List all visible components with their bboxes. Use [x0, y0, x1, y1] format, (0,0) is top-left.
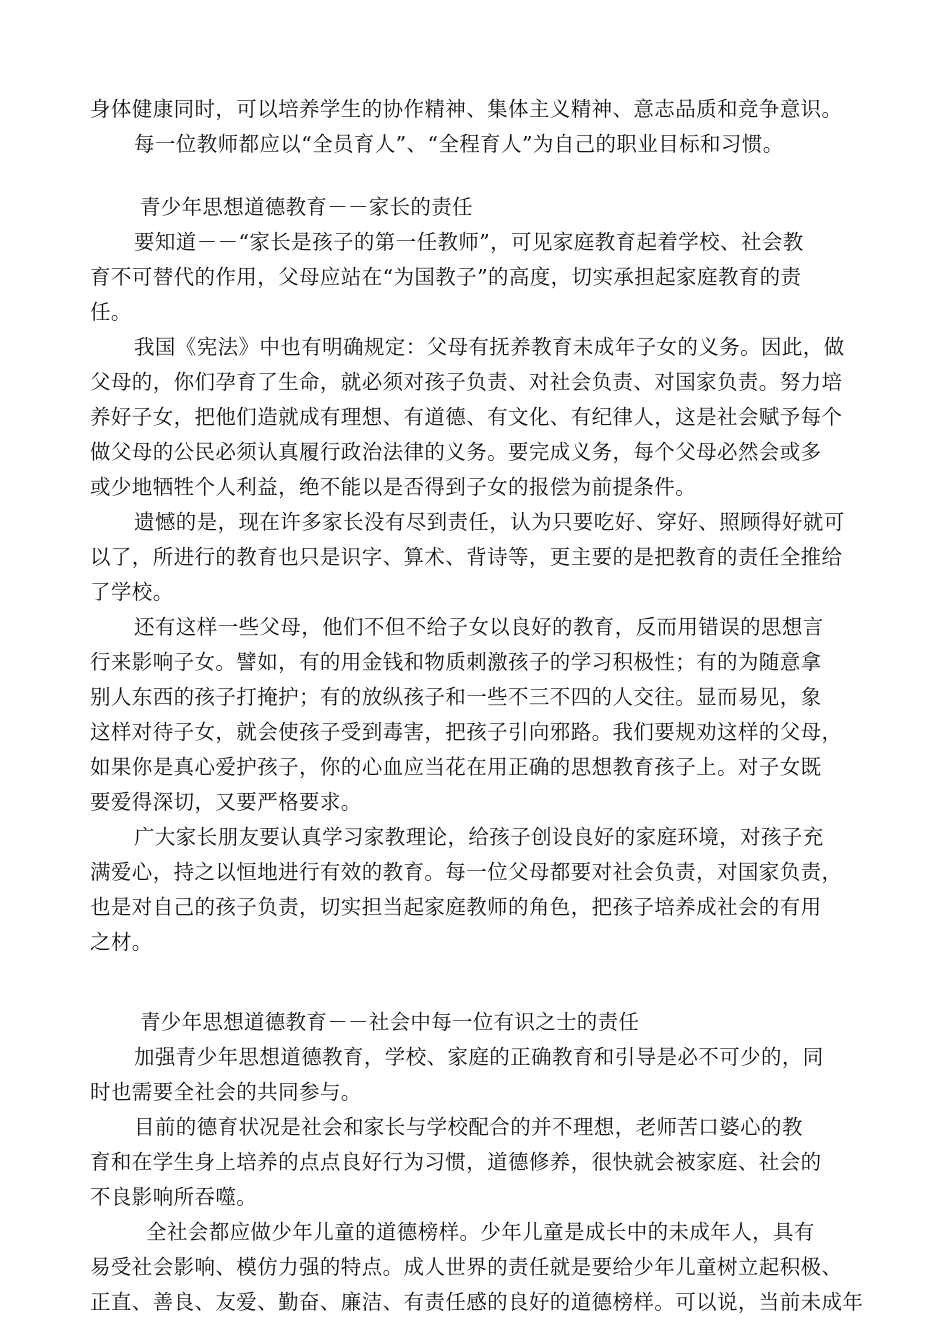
paragraph-line: 正直、善良、友爱、勤奋、廉洁、有责任感的良好的道德榜样。可以说，当前未成年	[90, 1290, 864, 1314]
paragraph-line: 易受社会影响、模仿力强的特点。成人世界的责任就是要给少年儿童树立起积极、	[90, 1255, 843, 1279]
section-heading-parents: 青少年思想道德教育－－家长的责任	[140, 195, 473, 219]
section-heading-society: 青少年思想道德教育－－社会中每一位有识之士的责任	[140, 1010, 640, 1034]
paragraph-line: 广大家长朋友要认真学习家教理论，给孩子创设良好的家庭环境，对孩子充	[134, 825, 824, 849]
paragraph-line: 任。	[90, 300, 132, 324]
paragraph-line: 父母的，你们孕育了生命，就必须对孩子负责、对社会负责、对国家负责。努力培	[90, 370, 843, 394]
paragraph-line: 行来影响子女。譬如，有的用金钱和物质刺激孩子的学习积极性；有的为随意拿	[90, 650, 822, 674]
intro-line: 每一位教师都应以“全员育人”、“全程育人”为自己的职业目标和习惯。	[134, 132, 784, 156]
paragraph-line: 做父母的公民必须认真履行政治法律的义务。要完成义务，每个父母必然会或多	[90, 440, 822, 464]
paragraph-line: 了学校。	[90, 580, 174, 604]
paragraph-line: 遗憾的是，现在许多家长没有尽到责任，认为只要吃好、穿好、照顾得好就可	[134, 510, 845, 534]
paragraph-line: 育不可替代的作用，父母应站在“为国教子”的高度，切实承担起家庭教育的责	[90, 265, 802, 289]
paragraph-line: 要知道－－“家长是孩子的第一任教师”，可见家庭教育起着学校、社会教	[134, 230, 804, 254]
paragraph-line: 不良影响所吞噬。	[90, 1185, 258, 1209]
paragraph-line: 以了，所进行的教育也只是识字、算术、背诗等，更主要的是把教育的责任全推给	[90, 545, 843, 569]
paragraph-line: 这样对待子女，就会使孩子受到毒害，把孩子引向邪路。我们要规劝这样的父母，	[90, 720, 843, 744]
paragraph-line: 养好子女，把他们造就成有理想、有道德、有文化、有纪律人，这是社会赋予每个	[90, 405, 843, 429]
paragraph-line: 也是对自己的孩子负责，切实担当起家庭教师的角色，把孩子培养成社会的有用	[90, 895, 822, 919]
paragraph-line: 满爱心，持之以恒地进行有效的教育。每一位父母都要对社会负责，对国家负责，	[90, 860, 843, 884]
paragraph-line: 或少地牺牲个人利益，绝不能以是否得到子女的报偿为前提条件。	[90, 475, 697, 499]
document-page	[90, 92, 862, 1320]
paragraph-line: 我国《宪法》中也有明确规定：父母有抚养教育未成年子女的义务。因此，做	[134, 335, 845, 359]
spacer	[90, 162, 862, 190]
spacer	[90, 960, 862, 1005]
paragraph-line: 之材。	[90, 930, 153, 954]
paragraph-line: 加强青少年思想道德教育，学校、家庭的正确教育和引导是必不可少的，同	[134, 1045, 824, 1069]
paragraph-line: 如果你是真心爱护孩子，你的心血应当花在用正确的思想教育孩子上。对子女既	[90, 755, 822, 779]
paragraph-line: 目前的德育状况是社会和家长与学校配合的并不理想，老师苦口婆心的教	[134, 1115, 803, 1139]
paragraph-line: 要爱得深切，又要严格要求。	[90, 790, 362, 814]
paragraph-line: 别人东西的孩子打掩护；有的放纵孩子和一些不三不四的人交往。显而易见，象	[90, 685, 822, 709]
intro-line: 身体健康同时，可以培养学生的协作精神、集体主义精神、意志品质和竞争意识。	[90, 97, 843, 121]
paragraph-line: 育和在学生身上培养的点点良好行为习惯，道德修养，很快就会被家庭、社会的	[90, 1150, 822, 1174]
paragraph-line: 时也需要全社会的共同参与。	[90, 1080, 362, 1104]
paragraph-line: 全社会都应做少年儿童的道德榜样。少年儿童是成长中的未成年人，具有	[146, 1220, 815, 1244]
paragraph-line: 还有这样一些父母，他们不但不给子女以良好的教育，反而用错误的思想言	[134, 615, 824, 639]
